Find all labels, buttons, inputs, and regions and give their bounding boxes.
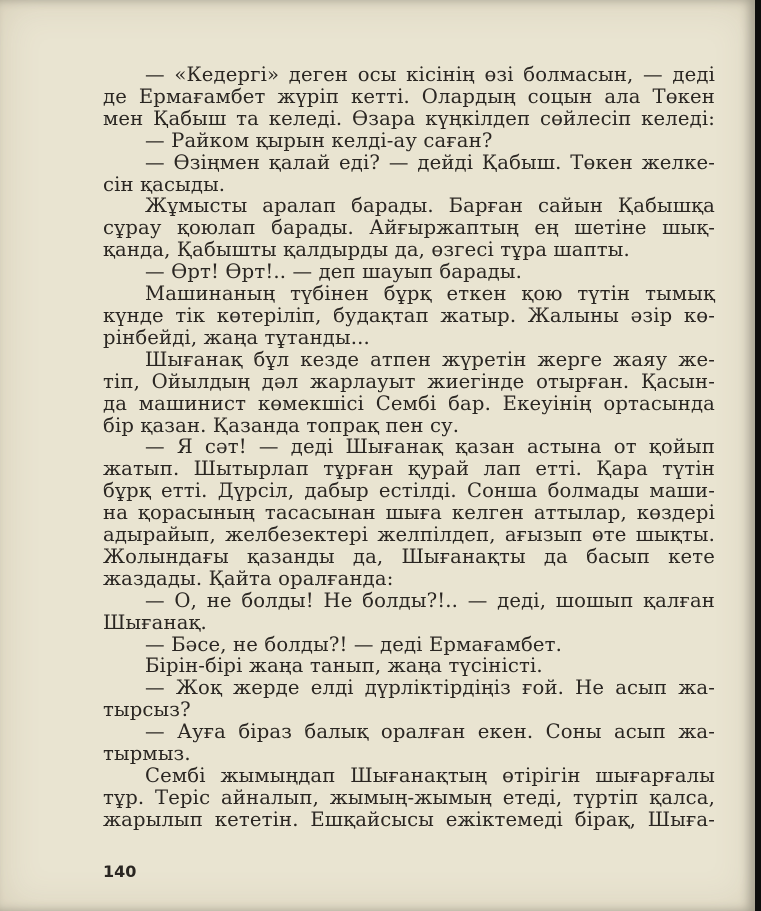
text-line: Машинаның түбінен бұрқ еткен қою түтін тымық [145,282,715,306]
text-line: рінбейді, жаңа тұтанды... [103,325,370,349]
text-line: да машинист көмекшісі Сембі бар. Екеуінің ортасында [103,391,715,415]
text-line: — Бәсе, не болды?! — деді Ермағамбет. [145,632,563,656]
text-line: тырсыз? [103,698,191,722]
text-line: тырмыз. [103,742,191,766]
text-line: сін қасыды. [103,172,226,196]
text-line: Шығанақ. [103,610,207,634]
text-line: адырайып, желбезектері желпілдеп, ағызып өте шықты. [103,523,715,547]
text-line: Бірін-бірі жаңа танып, жаңа түсіністі. [145,654,543,678]
text-line: Шығанақ бұл кезде атпен жүретін жерге жаяу же- [145,347,715,371]
text-line: бір қазан. Қазанда топрақ пен су. [103,413,460,437]
text-line: жарылып кететін. Ешқайсысы ежіктемеді бірақ, Шыға- [103,807,715,831]
text-line: жаздады. Қайта оралғанда: [103,566,394,590]
text-line: жатып. Шытырлап тұрған қурай лап етті. Қара түтін [103,457,715,481]
text-line: — Өрт! Өрт!.. — деп шауып барады. [145,260,522,284]
text-line: — О, не болды! Не болды?!.. — деді, шошып қалған [145,588,715,612]
text-line: мен Қабыш та келеді. Өзара күңкілдеп сөйлесіп келеді: [103,106,715,130]
text-line: — Я сәт! — деді Шығанақ қазан астына от қойып [145,435,715,459]
text-line: тіп, Ойылдың дәл жарлауыт жиегінде отырған. Қасын- [103,369,715,393]
text-line: — Өзіңмен қалай еді? — дейді Қабыш. Төкен желке- [145,150,715,174]
text-line: — «Кедергі» деген осы кісінің өзі болмасын, — деді [145,63,715,86]
text-line: — Жоқ жерде елді дүрліктірдіңіз ғой. Не асып жа- [145,676,715,700]
text-line: на қорасының тасасынан шыға келген аттылар, көздері [103,501,715,525]
text-line: Жұмысты аралап барады. Барған сайын Қабышқа [145,194,715,218]
text-line: — Райком қырын келді-ау саған? [145,128,493,152]
page-text [103,64,715,831]
page-number: 140 [103,862,137,881]
text-line: бұрқ етті. Дүрсіл, дабыр естілді. Сонша болмады маши- [103,479,715,503]
text-line: тұр. Теріс айналып, жымың-жымың етеді, түртіп қалса, [103,785,715,809]
text-line: Жолындағы қазанды да, Шығанақты да басып кете [103,544,715,568]
text-line: сұрау қоюлап барады. Айғыржаптың ең шетіне шық- [103,216,715,240]
page-edge-shadow [755,0,761,911]
text-line: қанда, Қабышты қалдырды да, өзгесі тұра шапты. [103,238,630,262]
text-line: де Ермағамбет жүріп кетті. Олардың соцын ала Төкен [103,84,715,108]
text-line: Сембі жымыңдап Шығанақтың өтірігін шығарғалы [145,764,715,787]
text-line: — Ауға біраз балық оралған екен. Соны асып жа- [145,720,715,744]
text-line: күнде тік көтеріліп, будақтап жатыр. Жалыны әзір кө- [103,303,715,327]
